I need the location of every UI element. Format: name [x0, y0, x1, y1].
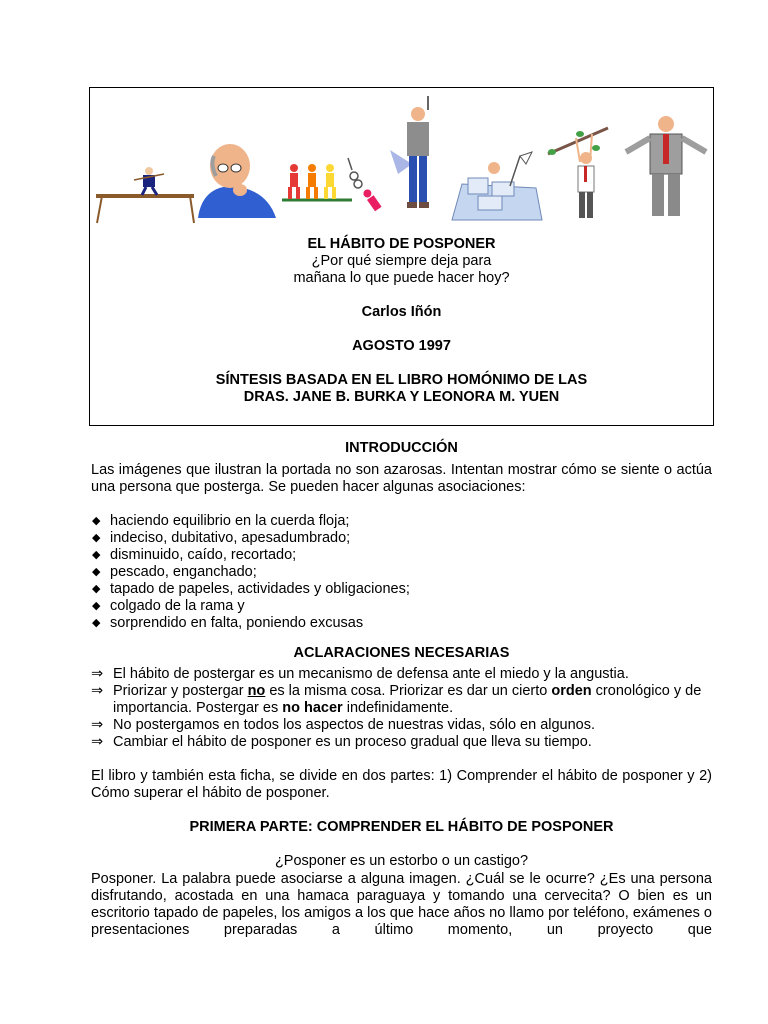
thinking-man-figure: [198, 144, 276, 218]
section-question: ¿Posponer es un estorbo o un castigo?: [274, 853, 529, 869]
arrow-icon: ⇒: [91, 734, 104, 750]
list-item-text: colgado de la rama y: [110, 598, 245, 614]
clarifications-list: [91, 666, 712, 751]
list-item: [91, 513, 712, 530]
intro-paragraph: Las imágenes que ilustran la portada no son azarosas. Intentan mostrar cómo se siente o actúa una persona que posterga. Se pueden hacer algunas asociaciones:: [91, 462, 712, 495]
hooked-man-figure: [390, 96, 429, 208]
synthesis-line-2: DRAS. JANE B. BURKA Y LEONORA M. YUEN: [243, 389, 560, 405]
parts-paragraph: El libro y también esta ficha, se divide en dos partes: 1) Comprender el hábito de posponer y 2) Cómo superar el hábito de posponer.: [91, 768, 712, 801]
primera-parte-paragraph: Posponer. La palabra puede asociarse a alguna imagen. ¿Cuál se le ocurre? ¿Es una persona disfrutando, acostada en una hamaca paraguaya y tomando una cervecita? O bien es un escritorio tapado de papeles, los amigos a los que hace años no llamo por teléfono, exámenes o presentaciones preparadas a último momento, un proyecto que: [91, 871, 712, 938]
papers-pile-figure: [452, 152, 542, 220]
arrow-icon: ⇒: [91, 666, 104, 682]
document-title: EL HÁBITO DE POSPONER: [307, 236, 496, 252]
subtitle-line-1: ¿Por qué siempre deja para: [311, 253, 492, 269]
diamond-bullet-icon: ◆: [92, 600, 101, 612]
list-item: [91, 530, 712, 547]
arrow-icon: ⇒: [91, 683, 104, 699]
diamond-bullet-icon: ◆: [92, 549, 101, 561]
list-item: [91, 615, 712, 632]
arrow-icon: ⇒: [91, 717, 104, 733]
list-item: [91, 547, 712, 564]
list-item: ⇒ Cambiar el hábito de posponer es un proceso gradual que lleva su tiempo.: [91, 734, 592, 750]
title-block: [90, 236, 713, 406]
paper-people-figure: [282, 158, 382, 211]
diamond-bullet-icon: ◆: [92, 515, 101, 527]
list-item: [91, 598, 712, 615]
list-item-text: haciendo equilibrio en la cuerda floja;: [110, 513, 350, 529]
list-item: ⇒ Priorizar y postergar no es la misma cosa. Priorizar es dar un cierto orden cronológico y de importancia. Postergar es no hacer indefinidamente.: [91, 683, 702, 716]
subtitle-line-2: mañana lo que puede hacer hoy?: [293, 270, 510, 286]
shrugging-man-figure: [626, 116, 706, 216]
diamond-bullet-icon: ◆: [92, 583, 101, 595]
list-item-text: sorprendido en falta, poniendo excusas: [110, 615, 364, 631]
list-item-text: tapado de papeles, actividades y obligaciones;: [110, 581, 410, 597]
cover-illustrations: [90, 88, 713, 233]
list-item-text: pescado, enganchado;: [110, 564, 257, 580]
intro-heading: INTRODUCCIÓN: [345, 440, 458, 456]
diamond-bullet-icon: ◆: [92, 566, 101, 578]
document-date: AGOSTO 1997: [352, 338, 451, 354]
list-item-text: indeciso, dubitativo, apesadumbrado;: [110, 530, 351, 546]
list-item: ⇒ El hábito de postergar es un mecanismo de defensa ante el miedo y la angustia.: [91, 666, 629, 682]
synthesis-line-1: SÍNTESIS BASADA EN EL LIBRO HOMÓNIMO DE LAS: [215, 372, 588, 388]
author-name: Carlos Iñón: [361, 304, 442, 320]
aclaraciones-heading: ACLARACIONES NECESARIAS: [293, 645, 510, 661]
tightrope-walker-figure: [96, 167, 194, 223]
association-list: [91, 513, 712, 632]
list-item: ⇒ No postergamos en todos los aspectos de nuestras vidas, sólo en algunos.: [91, 717, 596, 733]
primera-parte-heading: PRIMERA PARTE: COMPRENDER EL HÁBITO DE POSPONER: [189, 819, 614, 835]
title-box: [89, 87, 714, 426]
document-body: [91, 440, 712, 939]
diamond-bullet-icon: ◆: [92, 617, 101, 629]
list-item: [91, 581, 712, 598]
list-item-text: disminuido, caído, recortado;: [110, 547, 297, 563]
hanging-branch-figure: [548, 128, 608, 218]
diamond-bullet-icon: ◆: [92, 532, 101, 544]
list-item: [91, 564, 712, 581]
